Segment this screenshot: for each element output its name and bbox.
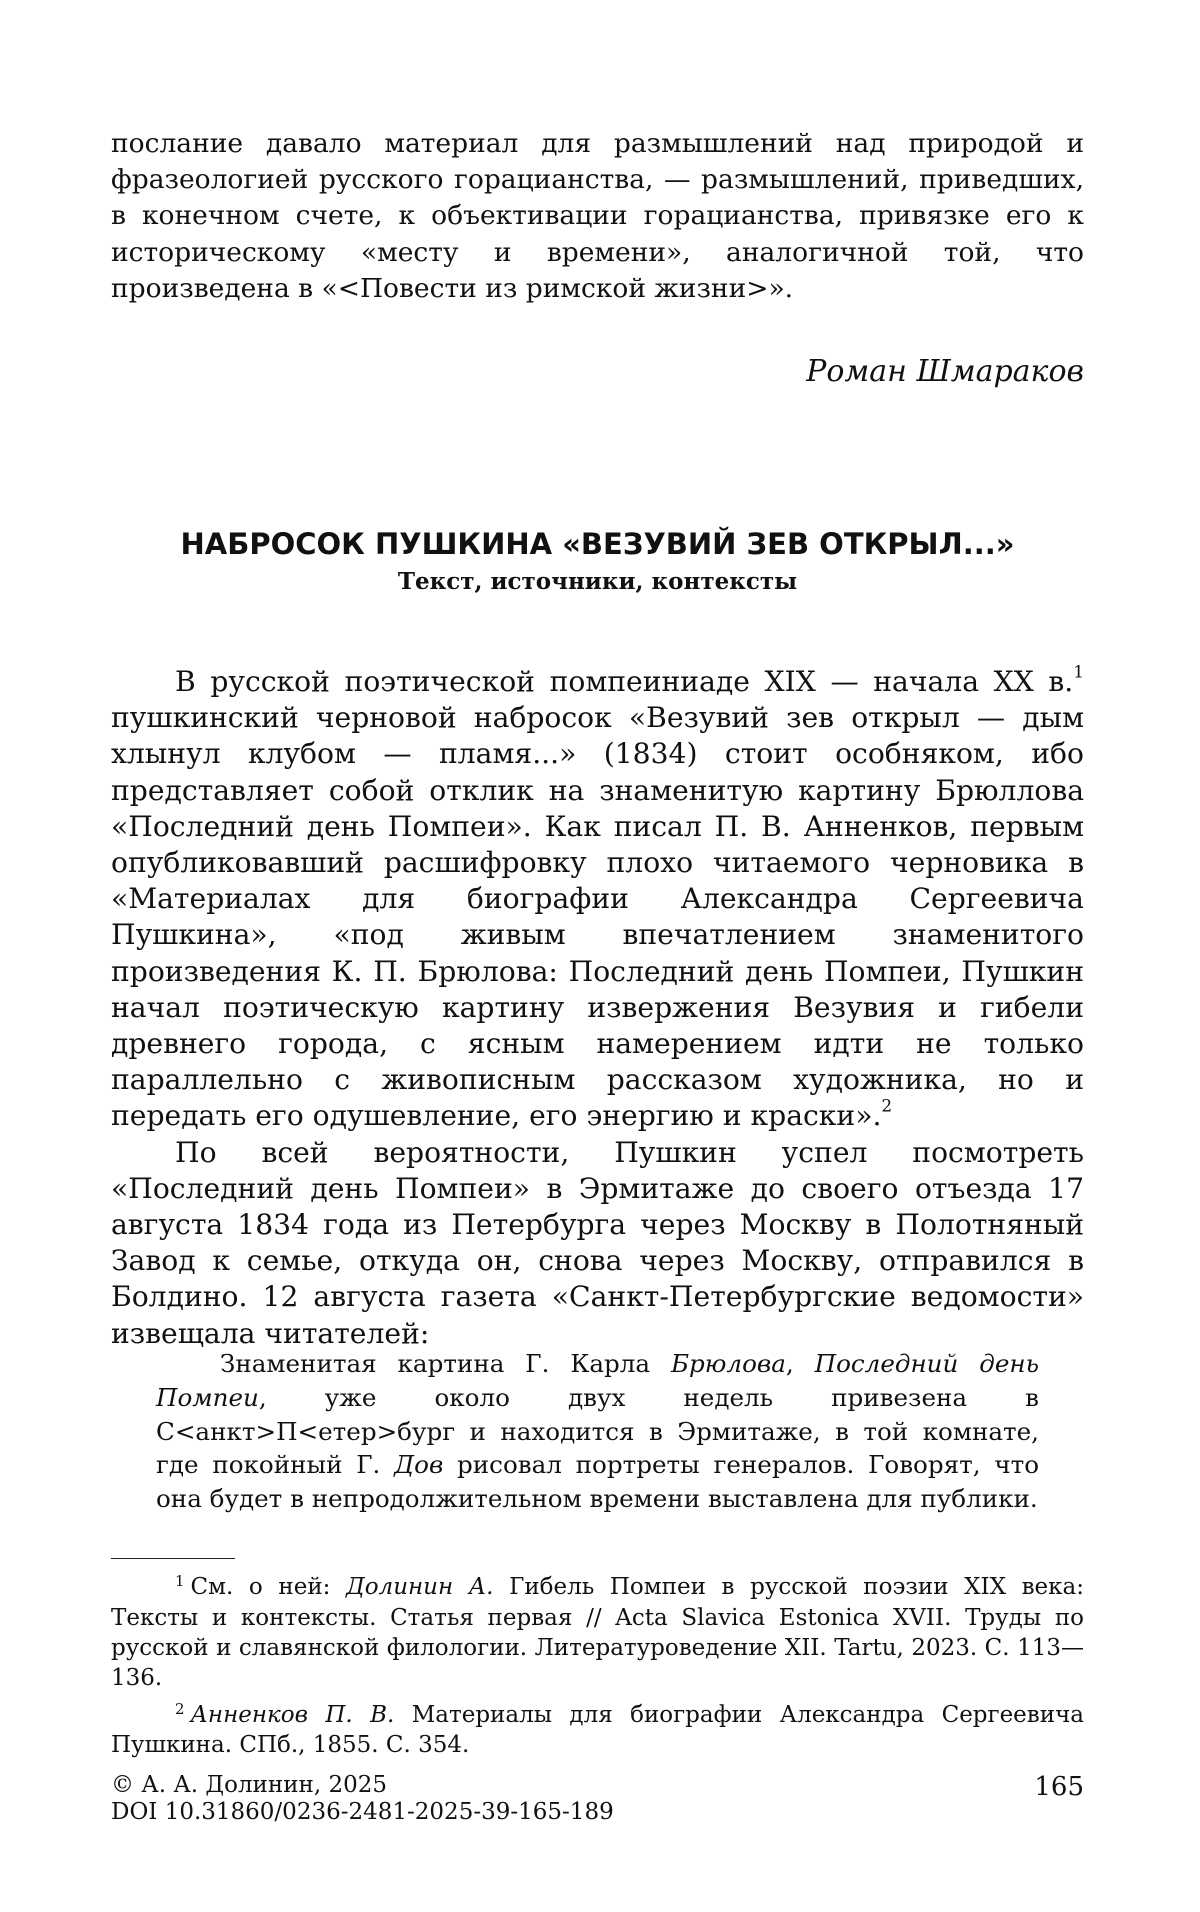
article-body: [111, 661, 1084, 1352]
article-subtitle: Текст, источники, контексты: [397, 568, 798, 595]
quote-text-4: рисовал портреты генералов. Говорят, что она будет в непродолжительном времени выставлена для публики.: [156, 1450, 1039, 1514]
paragraph-1-text-b: пушкинский черновой набросок «Везувий зев открыл — дым хлынул клубом — пламя...» (1834) стоит особняком, ибо представляет собой отклик на знаменитую картину Брюллова «Последний день Помпеи». Как писал П. В. Анненков, первым опубликовавший расшифровку плохо читаемого черновика в «Материалах для биографии Александра Сергеевича Пушкина», «под живым впечатлением знаменитого произведения К. П. Брюлова: Последний день Помпеи, Пушкин начал поэтическую картину извержения Везувия и гибели древнего города, с ясным намерением идти не только параллельно с живописным рассказом художника, но и передать его одушевление, его энергию и краски».: [111, 701, 1084, 1133]
footnotes: [111, 1566, 1084, 1761]
previous-article-paragraph: послание давало материал для размышлений над природой и фразеологией русского горацианства, — размышлений, приведших, в конечном счете, к объективации горацианства, привязке его к историческому «месту и времени», аналогичной той, что произведена в «<Повести из римской жизни>».: [111, 128, 1084, 304]
quote-italic-dov: Дов: [394, 1450, 444, 1480]
footnote-1: [111, 1566, 1084, 1694]
footnote-1-text-b: Гибель Помпеи в русской поэзии XIX века: Тексты и контексты. Статья первая // Acta Slavica Estonica XVII. Труды по русской и славянской филологии. Литературоведение XII. Tartu, 2023. С. 113—136.: [111, 1574, 1084, 1692]
body-paragraph-1: [111, 661, 1084, 1135]
quote-text-1: Знаменитая картина Г. Карла: [220, 1349, 671, 1378]
quote-text-2: ,: [785, 1349, 815, 1378]
footnote-ref-2[interactable]: 2: [881, 1095, 893, 1116]
quote-italic-painting-title: Последний день Помпеи: [156, 1349, 1039, 1412]
previous-article-text: [111, 126, 1084, 307]
block-quote: [156, 1347, 1039, 1516]
copyright-line: © А. А. Долинин, 2025: [111, 1772, 388, 1798]
page-number: 165: [1034, 1772, 1084, 1802]
footnote-ref-1[interactable]: 1: [1073, 661, 1084, 682]
body-paragraph-2: По всей вероятности, Пушкин успел посмотреть «Последний день Помпеи» в Эрмитаже до своего отъезда 17 августа 1834 года из Петербурга через Москву в Полотняный Завод к семье, откуда он, снова через Москву, отправился в Болдино. 12 августа газета «Санкт-Петербургские ведомости» извещала читателей:: [111, 1135, 1084, 1350]
footnote-2-author: Анненков П. В.: [190, 1702, 395, 1729]
paragraph-1-text-a: В русской поэтической помпеиниаде XIX — начала XX в.: [175, 665, 1074, 698]
copyright-block: [111, 1772, 614, 1826]
doi-line[interactable]: DOI 10.31860/0236-2481-2025-39-165-189: [111, 1799, 614, 1825]
footnote-2: [111, 1694, 1084, 1761]
article-title: НАБРОСОК ПУШКИНА «ВЕЗУВИЙ ЗЕВ ОТКРЫЛ...»: [180, 527, 1015, 561]
quote-text-3: , уже около двух недель привезена в С<анкт>П<етер>бург и находится в Эрмитаже, в той комнате, где покойный Г.: [156, 1382, 1039, 1480]
footnote-2-text: Материалы для биографии Александра Сергеевича Пушкина. СПб., 1855. С. 354.: [111, 1702, 1084, 1759]
footnote-2-number: 2: [175, 1699, 185, 1718]
footnote-1-author: Долинин А.: [346, 1574, 494, 1601]
previous-article-author: Роман Шмараков: [806, 354, 1084, 389]
footnote-1-number: 1: [175, 1572, 185, 1590]
quote-italic-bryullov: Брюлова: [670, 1349, 786, 1378]
footnote-divider: [111, 1558, 235, 1559]
footnote-1-text-a: См. о ней:: [190, 1574, 347, 1601]
